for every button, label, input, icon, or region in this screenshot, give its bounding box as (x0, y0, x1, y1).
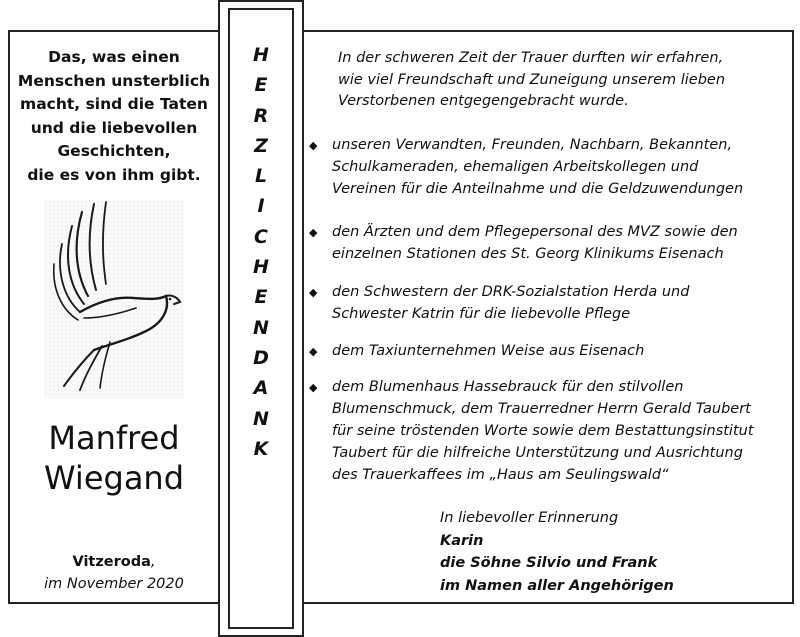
quote-line: macht, sind die Taten (20, 95, 208, 113)
heading-letter: I (257, 195, 265, 218)
thanks-line: Vereinen für die Anteilnahme und die Geldzuwendungen (332, 181, 744, 197)
quote-line: Das, was einen (48, 48, 180, 66)
thanks-item (332, 134, 784, 200)
thanks-line: Blumenschmuck, dem Trauerredner Herrn Gerald Taubert (332, 401, 751, 417)
thanks-item (332, 340, 784, 362)
announcement-date: im November 2020 (44, 576, 184, 592)
thanks-line: den Schwestern der DRK-Sozialstation Herda und (332, 284, 690, 300)
signer-line: im Namen aller Angehörigen (440, 577, 674, 594)
heading-letter: H (253, 256, 269, 279)
heading-letter: Z (254, 134, 268, 157)
quote-line: und die liebevollen (30, 118, 198, 137)
deceased-last-name: Wiegand (43, 459, 185, 497)
intro-line: Verstorbenen entgegengebracht wurde. (338, 93, 629, 109)
bullet-icon: ◆ (309, 345, 318, 358)
bullet-icon: ◆ (309, 139, 318, 152)
intro-line: In der schweren Zeit der Trauer durften wir erfahren, (338, 50, 724, 66)
thanks-line: unseren Verwandten, Freunden, Nachbarn, Bekannten, (332, 137, 733, 153)
heading-letter: L (254, 165, 268, 188)
bullet-icon: ◆ (309, 381, 318, 394)
intro-line: wie viel Freundschaft und Zuneigung unserem lieben (338, 71, 726, 88)
thanks-line: dem Taxiunternehmen Weise aus Eisenach (332, 343, 645, 359)
bullet-icon: ◆ (309, 226, 318, 239)
place-name: Vitzeroda (72, 554, 151, 570)
thanks-line: Schwester Katrin für die liebevolle Pflege (332, 306, 631, 322)
memorial-quote (14, 46, 214, 187)
place-and-date (10, 551, 218, 595)
place-comma: , (150, 554, 156, 570)
closing-phrase: In liebevoller Erinnerung (440, 510, 619, 526)
deceased-name (10, 418, 218, 498)
thanks-line: Taubert für die hilfreiche Unterstützung und Ausrichtung (332, 445, 743, 461)
quote-line: Menschen unsterblich (17, 71, 211, 90)
thanks-line: Schulkameraden, ehemaligen Arbeitskollegen und (332, 159, 699, 175)
thanks-line: dem Blumenhaus Hassebrauck für den stilvollen (332, 379, 684, 395)
thanks-item (332, 281, 784, 325)
bullet-icon: ◆ (309, 286, 318, 299)
quote-line: die es von ihm gibt. (27, 165, 201, 184)
heading-letter: E (254, 74, 268, 97)
heading-letter: E (254, 286, 268, 309)
heading-letter: A (253, 377, 269, 400)
heading-letter: H (253, 44, 269, 66)
thanks-line: des Trauerkaffees im „Haus am Seulingswald“ (332, 467, 669, 483)
intro-paragraph (338, 48, 778, 113)
heading-letter: K (253, 437, 269, 460)
heading-letter: N (253, 407, 269, 430)
thanks-line: den Ärzten und dem Pflegepersonal des MVZ sowie den (332, 224, 738, 240)
heading-letter: R (253, 104, 269, 127)
thanks-line: für seine tröstenden Worte sowie dem Bestattungsinstitut (332, 423, 754, 439)
signer-line: die Söhne Silvio und Frank (440, 555, 658, 571)
thanks-item (332, 376, 784, 486)
quote-line: Geschichten, (57, 142, 171, 160)
closing-signature (440, 507, 780, 597)
thanks-item (332, 221, 784, 265)
heading-letter: C (254, 225, 268, 248)
thanks-line: einzelnen Stationen des St. Georg Klinikums Eisenach (332, 246, 724, 262)
heading-letter: N (253, 316, 269, 339)
heading-letter: D (253, 346, 269, 369)
deceased-first-name: Manfred (48, 419, 180, 457)
signer-line: Karin (440, 532, 484, 549)
dove-icon (44, 200, 184, 398)
vertical-heading (228, 40, 294, 464)
